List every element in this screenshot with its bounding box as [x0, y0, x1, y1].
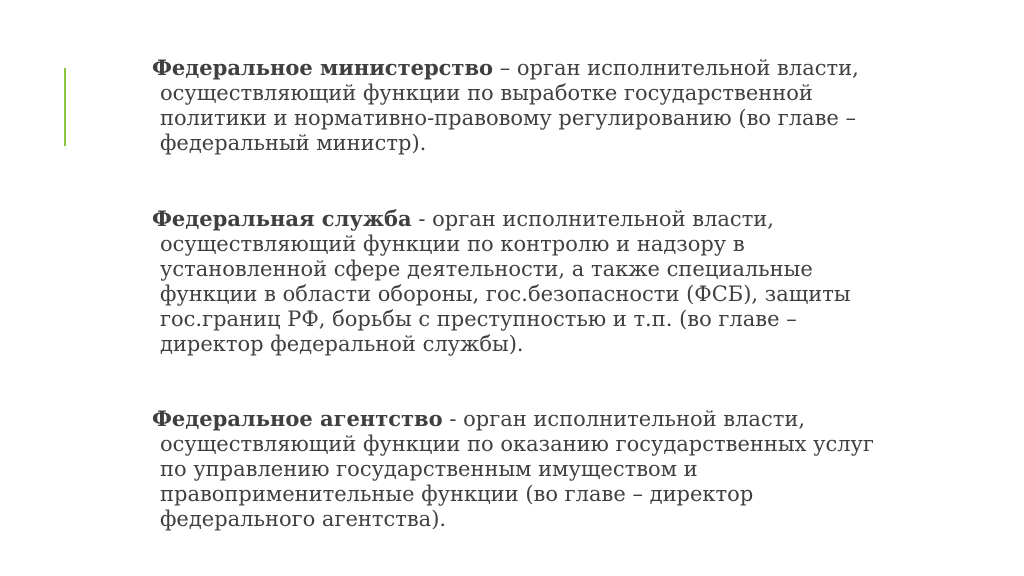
- definition-text-federal-agency: - орган исполнительной власти, осуществляющий функции по оказанию государственных услуг по управлению государственным имуществом и правоприменительные функции (во главе – директор федерального агентства).: [160, 407, 874, 531]
- definition-federal-agency: [152, 406, 880, 532]
- term-federal-service: Федеральная служба: [152, 206, 412, 231]
- term-federal-ministry: Федеральное министерство: [152, 55, 494, 80]
- definition-federal-ministry: [152, 55, 880, 156]
- definition-text-federal-service: - орган исполнительной власти, осуществляющий функции по контролю и надзору в установленной сфере деятельности, а также специальные функции в области обороны, гос.безопасности (ФСБ), защиты гос.границ РФ, борьбы с преступностью и т.п. (во главе – директор федеральной службы).: [160, 207, 851, 356]
- accent-line: [64, 68, 66, 146]
- term-federal-agency: Федеральное агентство: [152, 406, 443, 431]
- definition-federal-service: [152, 206, 880, 357]
- definition-text-federal-ministry: – орган исполнительной власти, осуществляющий функции по выработке государственной политики и нормативно-правовому регулированию (во главе – федеральный министр).: [160, 56, 859, 155]
